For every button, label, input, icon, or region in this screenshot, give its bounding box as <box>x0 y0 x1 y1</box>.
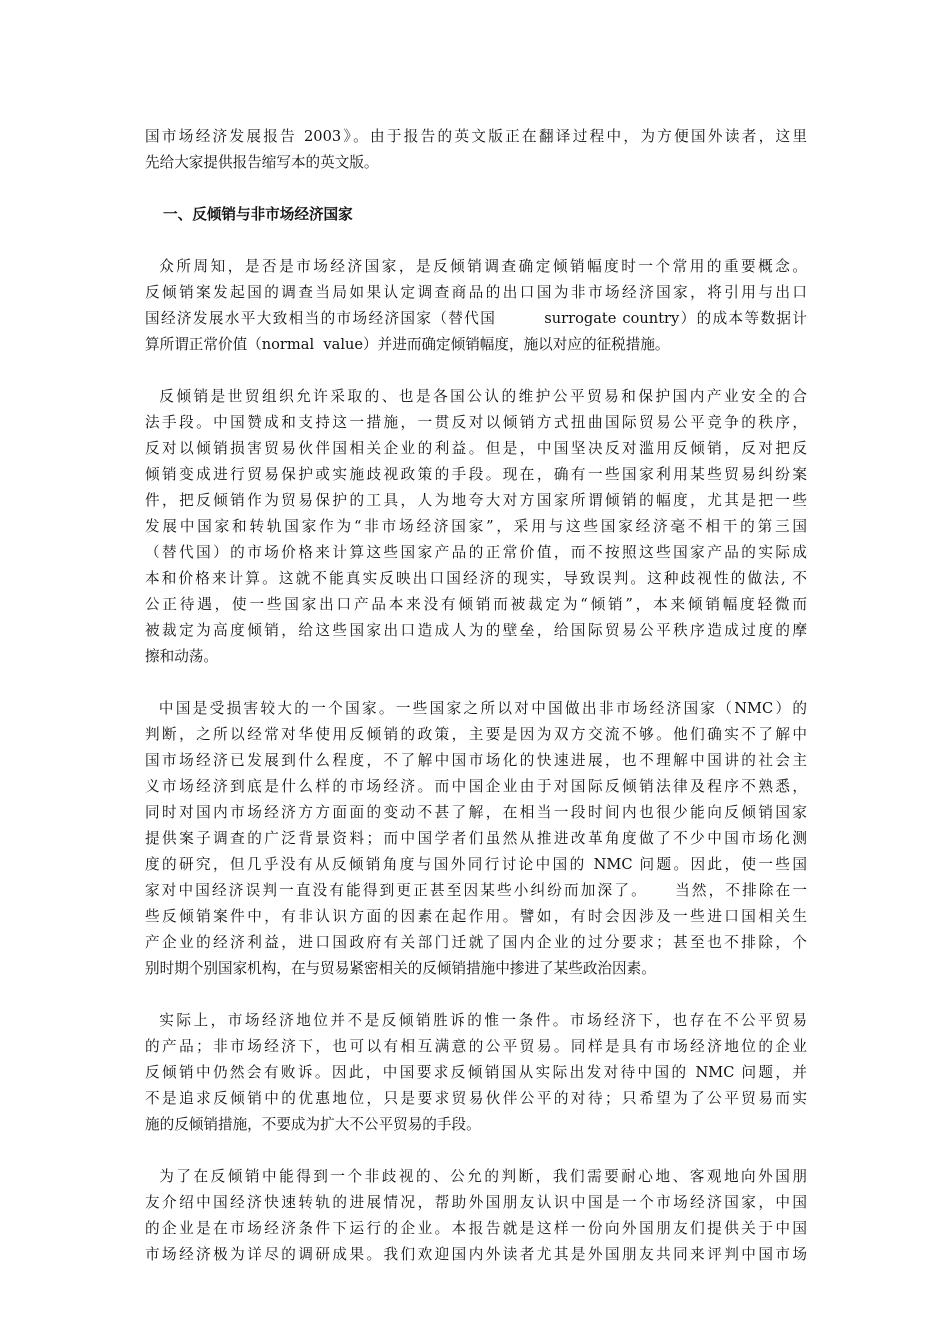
text-line: 反倾销案发起国的调查当局如果认定调查商品的出口国为非市场经济国家，将引用与出口 <box>145 284 807 301</box>
section-heading: 一、反倾销与非市场经济国家 <box>163 206 353 223</box>
text-line: 市场经济极为详尽的调研成果。我们欢迎国内外读者尤其是外国朋友共同来评判中国市场 <box>145 1246 807 1263</box>
text-line: 先给大家提供报告缩写本的英文版。 <box>145 154 379 171</box>
paragraph-report-purpose <box>145 1164 807 1268</box>
text-line: 判断，之所以经常对华使用反倾销的政策，主要是因为双方交流不够。他们确实不了解中 <box>145 726 807 743</box>
intro-paragraph <box>145 124 807 176</box>
text-line: 算所谓正常价值（normal value）并进而确定倾销幅度，施以对应的征税措施。 <box>145 336 670 353</box>
paragraph-market-status <box>145 1008 807 1138</box>
text-line: 反倾销中仍然会有败诉。因此，中国要求反倾销国从实际出发对待中国的 NMC 问题，并 <box>145 1064 807 1081</box>
text-line: 反倾销是世贸组织允许采取的、也是各国公认的维护公平贸易和保护国内产业安全的合 <box>145 388 807 405</box>
text-line: 产企业的经济利益，进口国政府有关部门迁就了国内企业的过分要求；甚至也不排除，个 <box>145 934 807 951</box>
text-line: 国市场经济发展报告 2003》。由于报告的英文版正在翻译过程中，为方便国外读者，这里 <box>145 128 807 145</box>
text-line: 件，把反倾销作为贸易保护的工具，人为地夸大对方国家所谓倾销的幅度，尤其是把一些 <box>145 492 807 509</box>
text-line: 度的研究，但几乎没有从反倾销角度与国外同行讨论中国的 NMC 问题。因此，使一些国 <box>145 856 807 873</box>
text-line: 提供案子调查的广泛背景资料；而中国学者们虽然从推进改革角度做了不少中国市场化测 <box>145 830 807 847</box>
text-line: 义市场经济到底是什么样的市场经济。而中国企业由于对国际反倾销法律及程序不熟悉， <box>145 778 807 795</box>
paragraph-china-damage <box>145 696 807 982</box>
text-line: 别时期个别国家机构，在与贸易紧密相关的反倾销措施中掺进了某些政治因素。 <box>145 960 656 977</box>
text-line: 本和价格来计算。这就不能真实反映出口国经济的现实，导致误判。这种歧视性的做法, 不 <box>145 570 807 587</box>
text-line: 为了在反倾销中能得到一个非歧视的、公允的判断，我们需要耐心地、客观地向外国朋 <box>145 1168 807 1185</box>
text-line: 的产品；非市场经济下，也可以有相互满意的公平贸易。同样是具有市场经济地位的企业 <box>145 1038 807 1055</box>
paragraph-antidumping-legitimacy <box>145 384 807 670</box>
text-line: 实际上，市场经济地位并不是反倾销胜诉的惟一条件。市场经济下，也存在不公平贸易 <box>145 1012 807 1029</box>
text-line: 些反倾销案件中，有非认识方面的因素在起作用。譬如，有时会因涉及一些进口国相关生 <box>145 908 807 925</box>
text-line: 友介绍中国经济快速转轨的进展情况，帮助外国朋友认识中国是一个市场经济国家，中国 <box>145 1194 807 1211</box>
text-line: 倾销变成进行贸易保护或实施歧视政策的手段。现在，确有一些国家利用某些贸易纠纷案 <box>145 466 807 483</box>
document-body <box>145 124 807 1294</box>
text-line: 反对以倾销损害贸易伙伴国相关企业的利益。但是，中国坚决反对滥用反倾销，反对把反 <box>145 440 807 457</box>
text-line: 公正待遇，使一些国家出口产品本来没有倾销而被裁定为“倾销”，本来倾销幅度轻微而 <box>145 596 807 613</box>
text-line: （替代国）的市场价格来计算这些国家产品的正常价值，而不按照这些国家产品的实际成 <box>145 544 807 561</box>
text-line: 的企业是在市场经济条件下运行的企业。本报告就是这样一份向外国朋友们提供关于中国 <box>145 1220 807 1237</box>
text-line: 法手段。中国赞成和支持这一措施，一贯反对以倾销方式扭曲国际贸易公平竞争的秩序， <box>145 414 807 431</box>
text-line: 家对中国经济误判一直没有能得到更正甚至因某些小纠纷而加深了。 当然，不排除在一 <box>145 882 807 899</box>
text-line: 不是追求反倾销中的优惠地位，只是要求贸易伙伴公平的对待；只希望为了公平贸易而实 <box>145 1090 807 1107</box>
text-line: 国市场经济已发展到什么程度，不了解中国市场化的快速进展，也不理解中国讲的社会主 <box>145 752 807 769</box>
paragraph-nme-definition <box>145 254 807 358</box>
text-line: 被裁定为高度倾销，给这些国家出口造成人为的壁垒，给国际贸易公平秩序造成过度的摩 <box>145 622 807 639</box>
text-line: 发展中国家和转轨国家作为“非市场经济国家”，采用与这些国家经济毫不相干的第三国 <box>145 518 807 535</box>
text-line: 同时对国内市场经济方方面面的变动不甚了解，在相当一段时间内也很少能向反倾销国家 <box>145 804 807 821</box>
text-line: 国经济发展水平大致相当的市场经济国家（替代国 surrogate country）的成本等数据计 <box>145 310 807 327</box>
text-line: 擦和动荡。 <box>145 648 218 665</box>
text-line: 施的反倾销措施，不要成为扩大不公平贸易的手段。 <box>145 1116 481 1133</box>
text-line: 众所周知，是否是市场经济国家，是反倾销调查确定倾销幅度时一个常用的重要概念。 <box>145 258 807 275</box>
text-line: 中国是受损害较大的一个国家。一些国家之所以对中国做出非市场经济国家（NMC）的 <box>145 700 807 717</box>
